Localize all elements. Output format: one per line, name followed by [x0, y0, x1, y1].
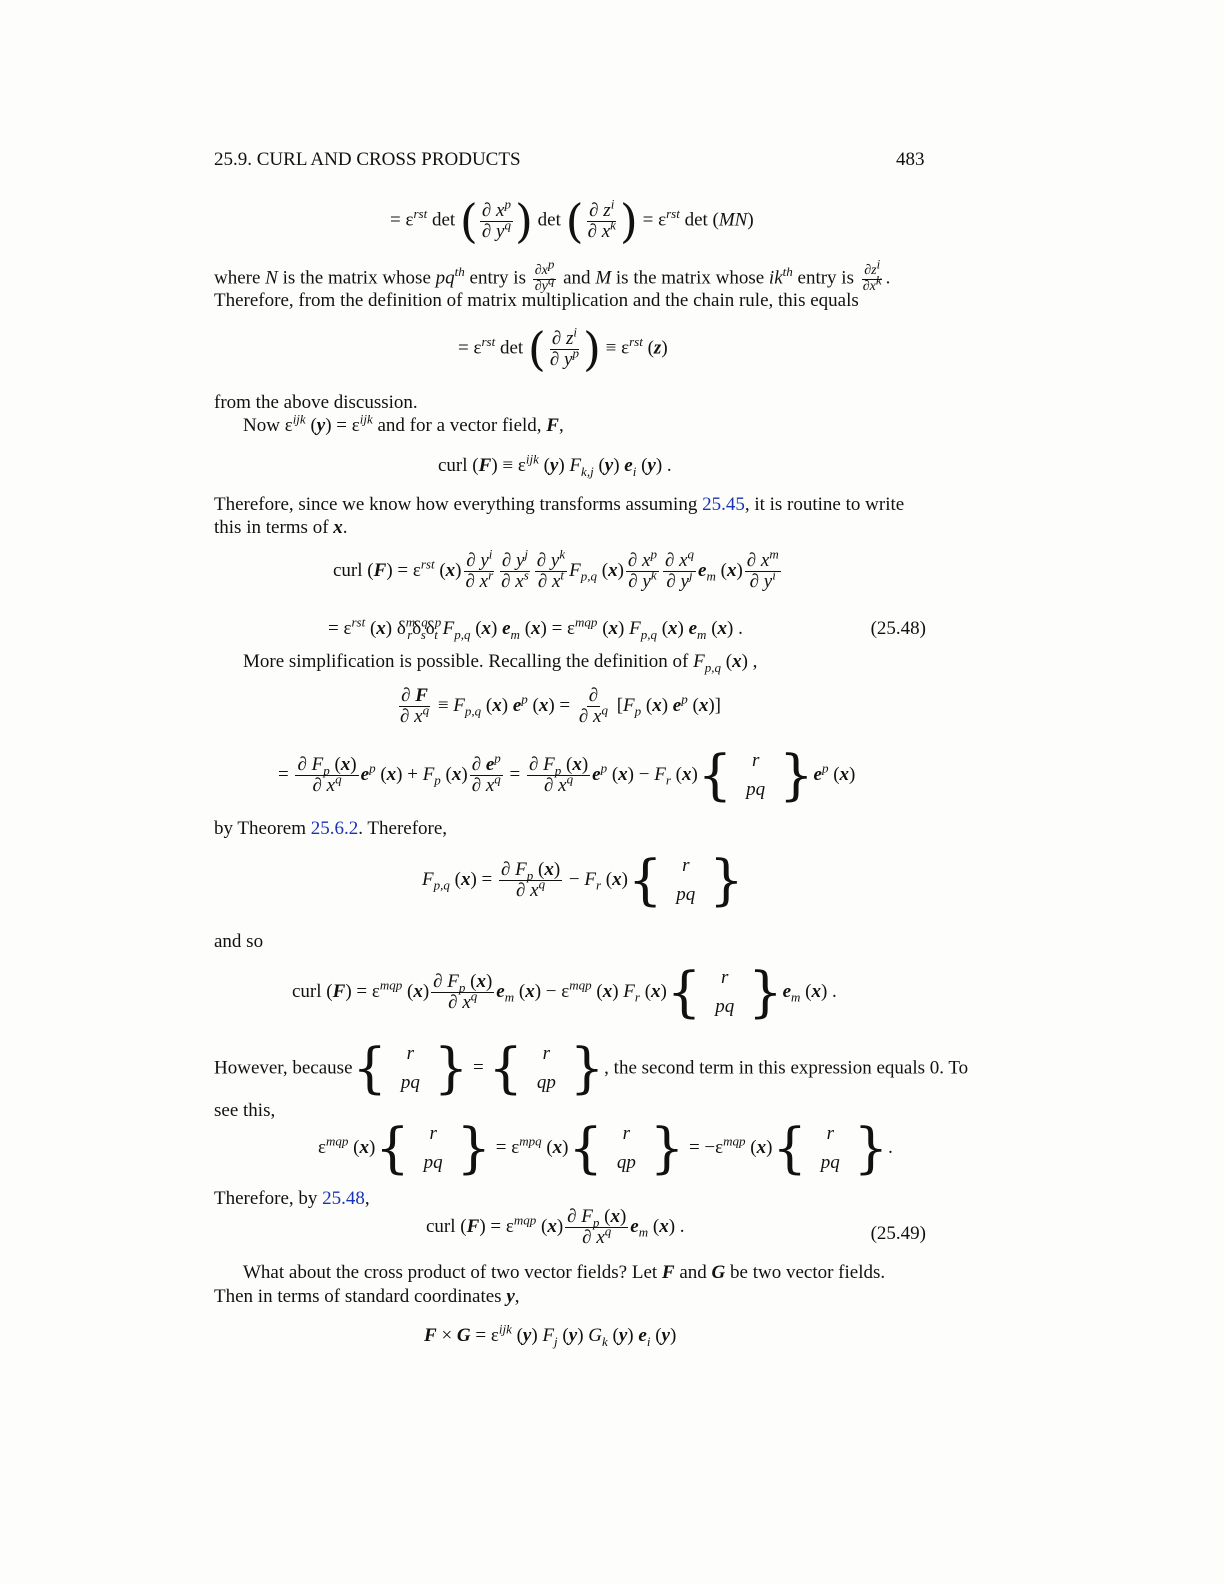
paragraph-therefore-by: Therefore, by 25.48,: [214, 1188, 370, 1209]
equation-epsilon-z: = $\varepsilon^{rst}$ det ( $\frac{\partial z^i}{\partial y^p}$ ) ≡ $\varepsilon^{rst}$ (z): [458, 322, 668, 376]
equation-product-rule: = $\frac{\partial F_p (x)}{\partial x^q}$ $e^p$ $(x) + F_p$ (x) $\frac{\partial e^p}{\partial x^q}$ = $\frac{\partial F_p (x)}{\partial x^q}$ $e^p$ $(x) - F_r$ (x){ r pq }$e^p$ (x): [278, 743, 856, 807]
paragraph-simplification: More simplification is possible. Recalling the definition of $F_{p,q}$ (x) ,: [243, 651, 758, 675]
theorem-link-25-6-2[interactable]: 25.6.2: [310, 818, 359, 839]
equation-curl-simplified: = $\varepsilon^{rst}$ (x) $\delta^m_r\delta^q_s\delta^p_t$ $F_{p,q}$ (x) $e_m$ $(x) = \varepsilon^{mqp}$ (x) $F_{p,q}$ (x) $e_m$ (x) .: [328, 614, 743, 642]
equation-link-25-45[interactable]: 25.45: [702, 494, 745, 515]
paragraph-cross-product: What about the cross product of two vector fields? Let F and G be two vector fields.: [243, 1262, 886, 1283]
paragraph-in-terms-of-x: this in terms of x.: [214, 517, 348, 538]
running-header: [214, 149, 521, 171]
section-title: 25.9. CURL AND CROSS PRODUCTS: [214, 149, 521, 170]
paragraph-standard-coordinates: Then in terms of standard coordinates y,: [214, 1286, 520, 1307]
paragraph-now-epsilon: Now $\varepsilon^{ijk}$ $(y) = \varepsilon^{ijk}$ and for a vector field, F,: [243, 411, 564, 436]
equation-curl-final: curl $(F) = \varepsilon^{mqp}$ (x) $\frac{\partial F_p (x)}{\partial x^q}$ $e_m$ (x) .: [426, 1206, 685, 1248]
equation-det-product: = $\varepsilon^{rst}$ det ( $\frac{\partial x^p}{\partial y^q}$ ) det ( $\frac{\partial z^i}{\partial x^k}$ ) = $\varepsilon^{rst}$ det (MN): [390, 194, 754, 248]
paragraph-see-this: see this,: [214, 1100, 276, 1121]
equation-Fpq: $F_{p,q}$ (x) = $\frac{\partial F_p (x)}{\partial x^q}$ − $F_r$ (x){ r pq }: [422, 848, 744, 912]
equation-partial-F: $\frac{\partial F}{\partial x^q}$ ≡ $F_{p,q}$ (x) $e^p$ (x) = $\frac{\partial}{\partial x^q}$ [$F_p$ (x) $e^p$ (x)]: [400, 685, 721, 727]
paragraph-chain-rule: Therefore, from the definition of matrix multiplication and the chain rule, this equals: [214, 290, 859, 311]
paragraph-by-theorem: by Theorem 25.6.2. Therefore,: [214, 818, 448, 839]
equation-cross-product: $F \times G = \varepsilon^{ijk}$ (y) $F_j$ (y) $G_k$ (y) $e_i$ (y): [424, 1321, 677, 1349]
equation-number-49: (25.49): [870, 1223, 926, 1244]
paragraph-from-above: from the above discussion.: [214, 392, 418, 413]
page-number: 483: [896, 149, 925, 170]
paragraph-however: However, because{ r pq } = { r qp }, the second term in this expression equals 0. To: [214, 1036, 969, 1100]
paragraph-matrix-definition: where N is the matrix whose $pq^{th}$ entry is $\frac{\partial x^p}{\partial y^q}$ and M is the matrix whose $ik^{th}$ entry is $\frac{\partial z^i}{\partial x^k}$ .: [214, 256, 891, 294]
equation-curl-expanded: curl $(F) = \varepsilon^{rst}$ (x) $\frac{\partial y^i}{\partial x^r}$ $\frac{\partial y^j}{\partial x^s}$ $\frac{\partial y^k}{\partial x^t}$ $F_{p,q}$ (x) $\frac{\partial x^p}{\partial y^k}$ $\frac{\partial x^q}{\partial y^j}$ $e_m$ (x) $\frac{\partial x^m}{\partial y^i}$: [333, 546, 779, 592]
equation-number-48: (25.48): [870, 618, 926, 639]
equation-curl-two-terms: curl $(F) = \varepsilon^{mqp}$ (x) $\frac{\partial F_p (x)}{\partial x^q}$ $e_m$ $(x) - \varepsilon^{mqp}$ (x) $F_r$ (x){ r pq }$e_m$ (x) .: [292, 960, 837, 1024]
equation-link-25-48[interactable]: 25.48: [322, 1188, 365, 1209]
paragraph-and-so: and so: [214, 931, 264, 952]
equation-symmetry: $\varepsilon^{mqp}$ (x){ r pq } = $\varepsilon^{mpq}$ (x){ r qp } = $-\varepsilon^{mqp}$ (x){ r pq }.: [318, 1116, 893, 1180]
paragraph-transforms: Therefore, since we know how everything transforms assuming 25.45, it is routine to write: [214, 494, 905, 515]
equation-curl-definition: curl $(F) \equiv \varepsilon^{ijk}$ (y) $F_{k,j}$ (y) $e_i$ (y) .: [438, 451, 672, 479]
